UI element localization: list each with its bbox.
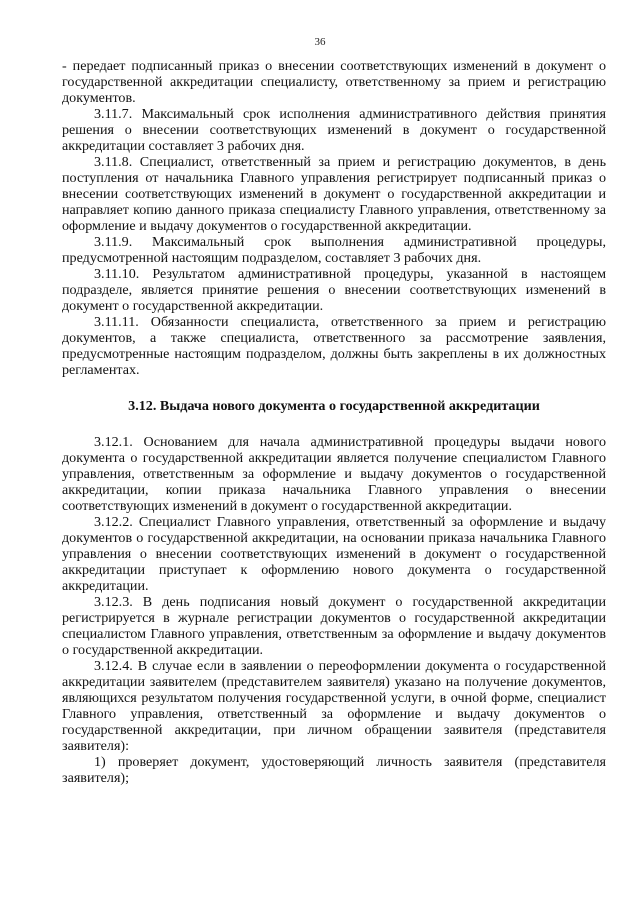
paragraph: 3.12.4. В случае если в заявлении о переоформлении документа о государственной аккредитации заявителем (представителем заявителя) указано на получение документов, являющихся результатом получения государственной услуги, в очной форме, специалист Главного управления, ответственный за оформление и выдачу документов о государственной аккредитации, при личном обращении заявителя (представителя заявителя): <box>62 658 606 754</box>
document-body <box>62 58 606 786</box>
paragraph: 3.11.7. Максимальный срок исполнения административного действия принятия решения о внесении соответствующих изменений в документ о государственной аккредитации составляет 3 рабочих дня. <box>62 106 606 154</box>
paragraph: 3.12.2. Специалист Главного управления, ответственный за оформление и выдачу документов о государственной аккредитации, на основании приказа начальника Главного управления о внесении соответствующих изменений в документ о государственной аккредитации приступает к оформлению нового документа о государственной аккредитации. <box>62 514 606 594</box>
paragraph: 3.11.10. Результатом административной процедуры, указанной в настоящем подразделе, является принятие решения о внесении соответствующих изменений в документ о государственной аккредитации. <box>62 266 606 314</box>
paragraph: 3.11.8. Специалист, ответственный за прием и регистрацию документов, в день поступления от начальника Главного управления регистрирует подписанный приказ о внесении соответствующих изменений в документ о государственной аккредитации и направляет копию данного приказа специалисту Главного управления, ответственному за оформление и выдачу документов о государственной аккредитации. <box>62 154 606 234</box>
page-number: 36 <box>314 36 326 48</box>
paragraph: 3.11.11. Обязанности специалиста, ответственного за прием и регистрацию документов, а также специалиста, ответственного за рассмотрение заявления, предусмотренные настоящим подразделом, должны быть закреплены в их должностных регламентах. <box>62 314 606 378</box>
section-heading: 3.12. Выдача нового документа о государственной аккредитации <box>128 398 540 414</box>
paragraph: 1) проверяет документ, удостоверяющий личность заявителя (представителя заявителя); <box>62 754 606 786</box>
paragraph: 3.12.1. Основанием для начала административной процедуры выдачи нового документа о государственной аккредитации является получение специалистом Главного управления, ответственным за оформление и выдачу документов о государственной аккредитации, копии приказа начальника Главного управления о внесении соответствующих изменений в документ о государственной аккредитации. <box>62 434 606 514</box>
paragraph: - передает подписанный приказ о внесении соответствующих изменений в документ о государственной аккредитации специалисту, ответственному за прием и регистрацию документов. <box>62 58 606 106</box>
paragraph: 3.11.9. Максимальный срок выполнения административной процедуры, предусмотренной настоящим подразделом, составляет 3 рабочих дня. <box>62 234 606 266</box>
paragraph: 3.12.3. В день подписания новый документ о государственной аккредитации регистрируется в журнале регистрации документов о государственной аккредитации специалистом Главного управления, ответственным за оформление и выдачу документов о государственной аккредитации. <box>62 594 606 658</box>
